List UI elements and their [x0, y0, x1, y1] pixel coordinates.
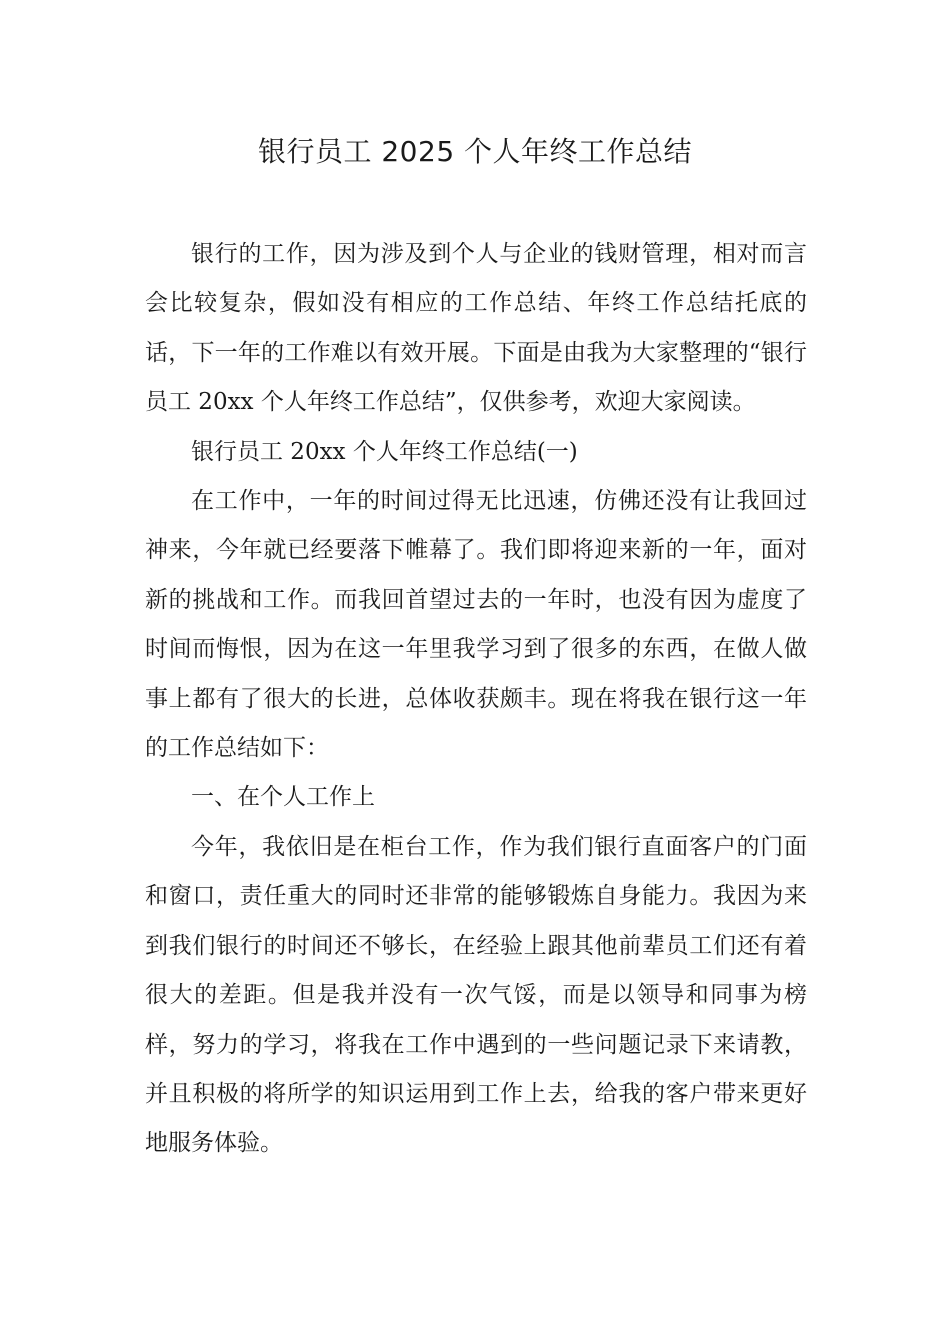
document-body — [145, 230, 807, 1169]
paragraph: 在工作中，一年的时间过得无比迅速，仿佛还没有让我回过神来，今年就已经要落下帷幕了。我们即将迎来新的一年，面对新的挑战和工作。而我回首望过去的一年时，也没有因为虚度了时间而悔恨，因为在这一年里我学习到了很多的东西，在做人做事上都有了很大的长进，总体收获颇丰。现在将我在银行这一年的工作总结如下： — [145, 488, 807, 762]
subsection-heading: 一、在个人工作上 — [191, 784, 375, 811]
paragraph-intro: 银行的工作，因为涉及到个人与企业的钱财管理，相对而言会比较复杂，假如没有相应的工作总结、年终工作总结托底的话，下一年的工作难以有效开展。下面是由我为大家整理的“银行员工 20xx 个人年终工作总结”，仅供参考，欢迎大家阅读。 — [145, 241, 807, 416]
paragraph: 今年，我依旧是在柜台工作，作为我们银行直面客户的门面和窗口，责任重大的同时还非常的能够锻炼自身能力。我因为来到我们银行的时间还不够长，在经验上跟其他前辈员工们还有着很大的差距。但是我并没有一次气馁，而是以领导和同事为榜样，努力的学习，将我在工作中遇到的一些问题记录下来请教，并且积极的将所学的知识运用到工作上去，给我的客户带来更好地服务体验。 — [145, 833, 807, 1157]
section-heading: 银行员工 20xx 个人年终工作总结(一) — [191, 438, 578, 465]
document-title: 银行员工 2025 个人年终工作总结 — [257, 135, 693, 168]
